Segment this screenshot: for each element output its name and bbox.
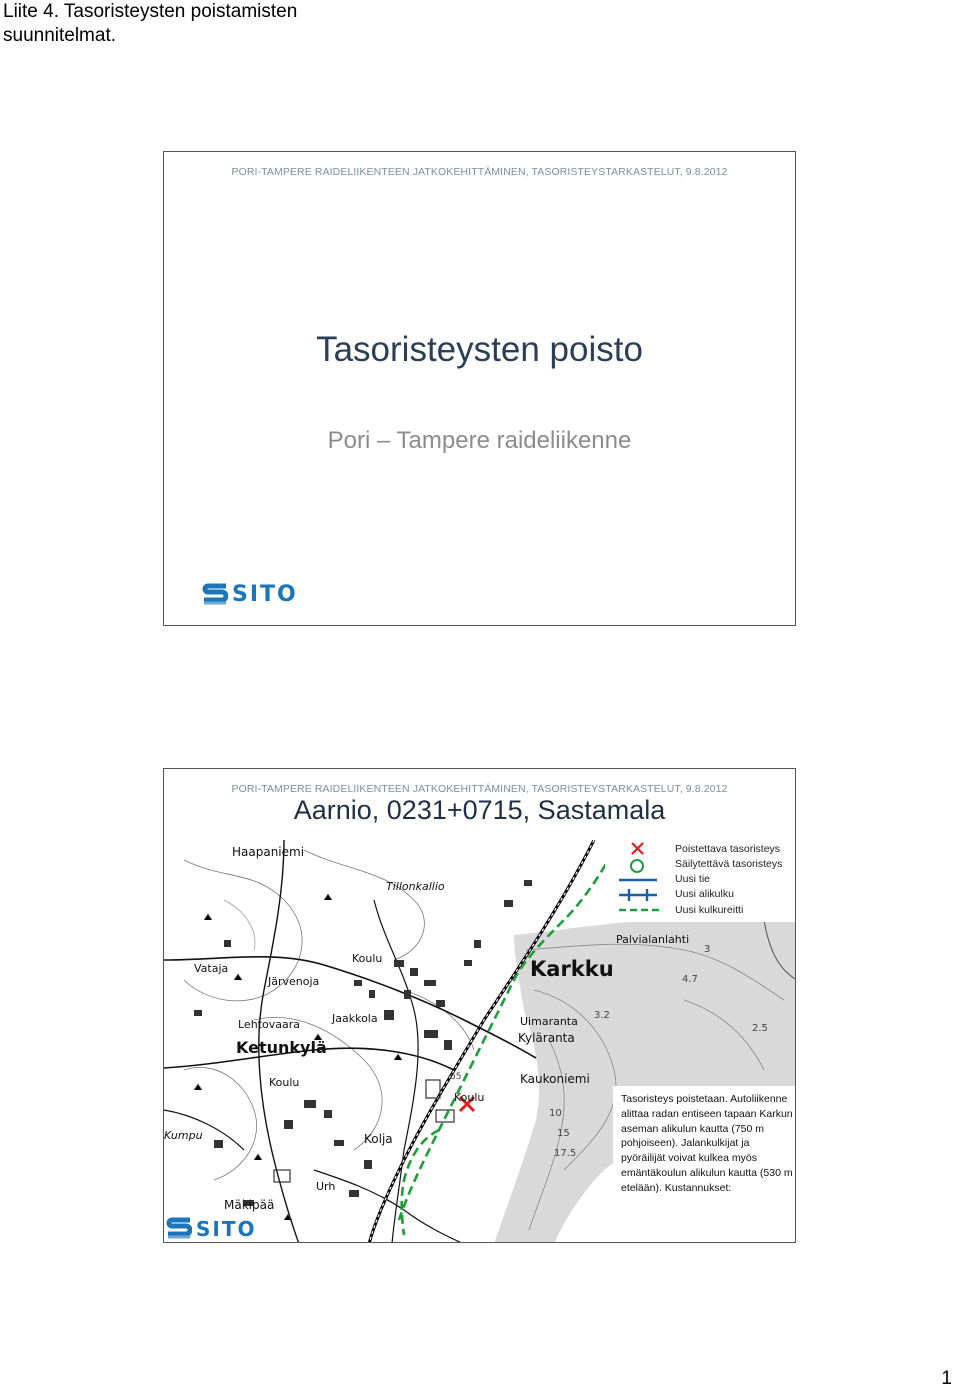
map-label: Jaakkola: [332, 1012, 378, 1025]
depth-label: 3.2: [594, 1010, 610, 1021]
map-label: Palvialanlahti: [616, 933, 690, 946]
slide-title: Tasoristeysten poisto: [316, 330, 643, 369]
map-label: Koulu: [454, 1091, 485, 1104]
map-label: Mäkipää: [224, 1198, 275, 1212]
map-label: Kolja: [364, 1132, 393, 1146]
slide-subtitle: Pori – Tampere raideliikenne: [327, 427, 632, 454]
slide-title: Aarnio, 0231+0715, Sastamala: [293, 795, 666, 825]
map-label: Uimaranta: [520, 1015, 578, 1028]
map-label: Kyläranta: [518, 1031, 575, 1045]
slide-header: PORI-TAMPERE RAIDELIIKENTEEN JATKOKEHITTÄMINEN, TASORISTEYSTARKASTELUT, 9.8.2012: [231, 783, 728, 795]
slide-header: PORI-TAMPERE RAIDELIIKENTEEN JATKOKEHITTÄMINEN, TASORISTEYSTARKASTELUT, 9.8.2012: [231, 166, 728, 178]
legend-label: Säilytettävä tasoristeys: [675, 858, 783, 870]
description-text: Tasoristeys poistetaan. Autoliikenne alittaa radan entiseen tapaan Karkun aseman alikulun kautta (750 m pohjoiseen). Jalankulkijat ja pyöräilijät voivat kulkea myös emäntäkoulun alikulun kautta (530 m etelään). Kustannukset:: [613, 1086, 796, 1243]
depth-label: 4.7: [682, 974, 698, 985]
map-label: Koulu: [352, 952, 383, 965]
depth-label: 15: [557, 1128, 570, 1139]
sito-logo: [202, 582, 298, 607]
map-legend: [605, 840, 796, 922]
legend-label: Uusi alikulku: [675, 888, 734, 900]
depth-label: 65: [450, 1072, 462, 1082]
map-label: Tillonkallio: [386, 880, 445, 893]
map-label: Kumpu: [164, 1129, 203, 1142]
depth-label: 3: [704, 944, 711, 955]
red-cross-icon: [632, 843, 643, 854]
legend-symbols: [605, 840, 675, 922]
map-label: Lehtovaara: [238, 1018, 300, 1031]
depth-label: 10: [549, 1108, 562, 1119]
map-label: Kaukoniemi: [520, 1072, 590, 1086]
sito-logo-mark-icon: [202, 583, 228, 607]
legend-label: Uusi kulkureitti: [675, 904, 744, 916]
map-label: Karkku: [530, 957, 614, 981]
depth-label: 2.5: [752, 1023, 768, 1034]
map-label: Ketunkylä: [236, 1038, 327, 1057]
depth-label: 17.5: [554, 1148, 577, 1159]
map-label: Koulu: [269, 1076, 300, 1089]
green-circle-icon: [631, 860, 643, 872]
sito-logo-text: SITO: [196, 1217, 257, 1241]
title-slide: [163, 151, 796, 626]
topographic-map: [164, 840, 796, 1243]
map-label: Haapaniemi: [232, 845, 305, 859]
legend-label: Uusi tie: [675, 873, 711, 885]
underpass-icon: [619, 889, 657, 901]
map-slide: [163, 768, 796, 1243]
page-number: 1: [941, 1368, 952, 1389]
map-label: Vataja: [194, 962, 229, 975]
sito-logo-mark-icon: [166, 1217, 192, 1241]
sito-logo: [166, 1216, 261, 1242]
map-label: Järvenoja: [268, 975, 320, 988]
legend-label: Poistettava tasoristeys: [675, 843, 781, 855]
map-label: Urh: [316, 1180, 336, 1193]
document-heading: Liite 4. Tasoristeysten poistamisten suunnitelmat.: [3, 1, 298, 46]
sito-logo-text: SITO: [232, 582, 298, 607]
